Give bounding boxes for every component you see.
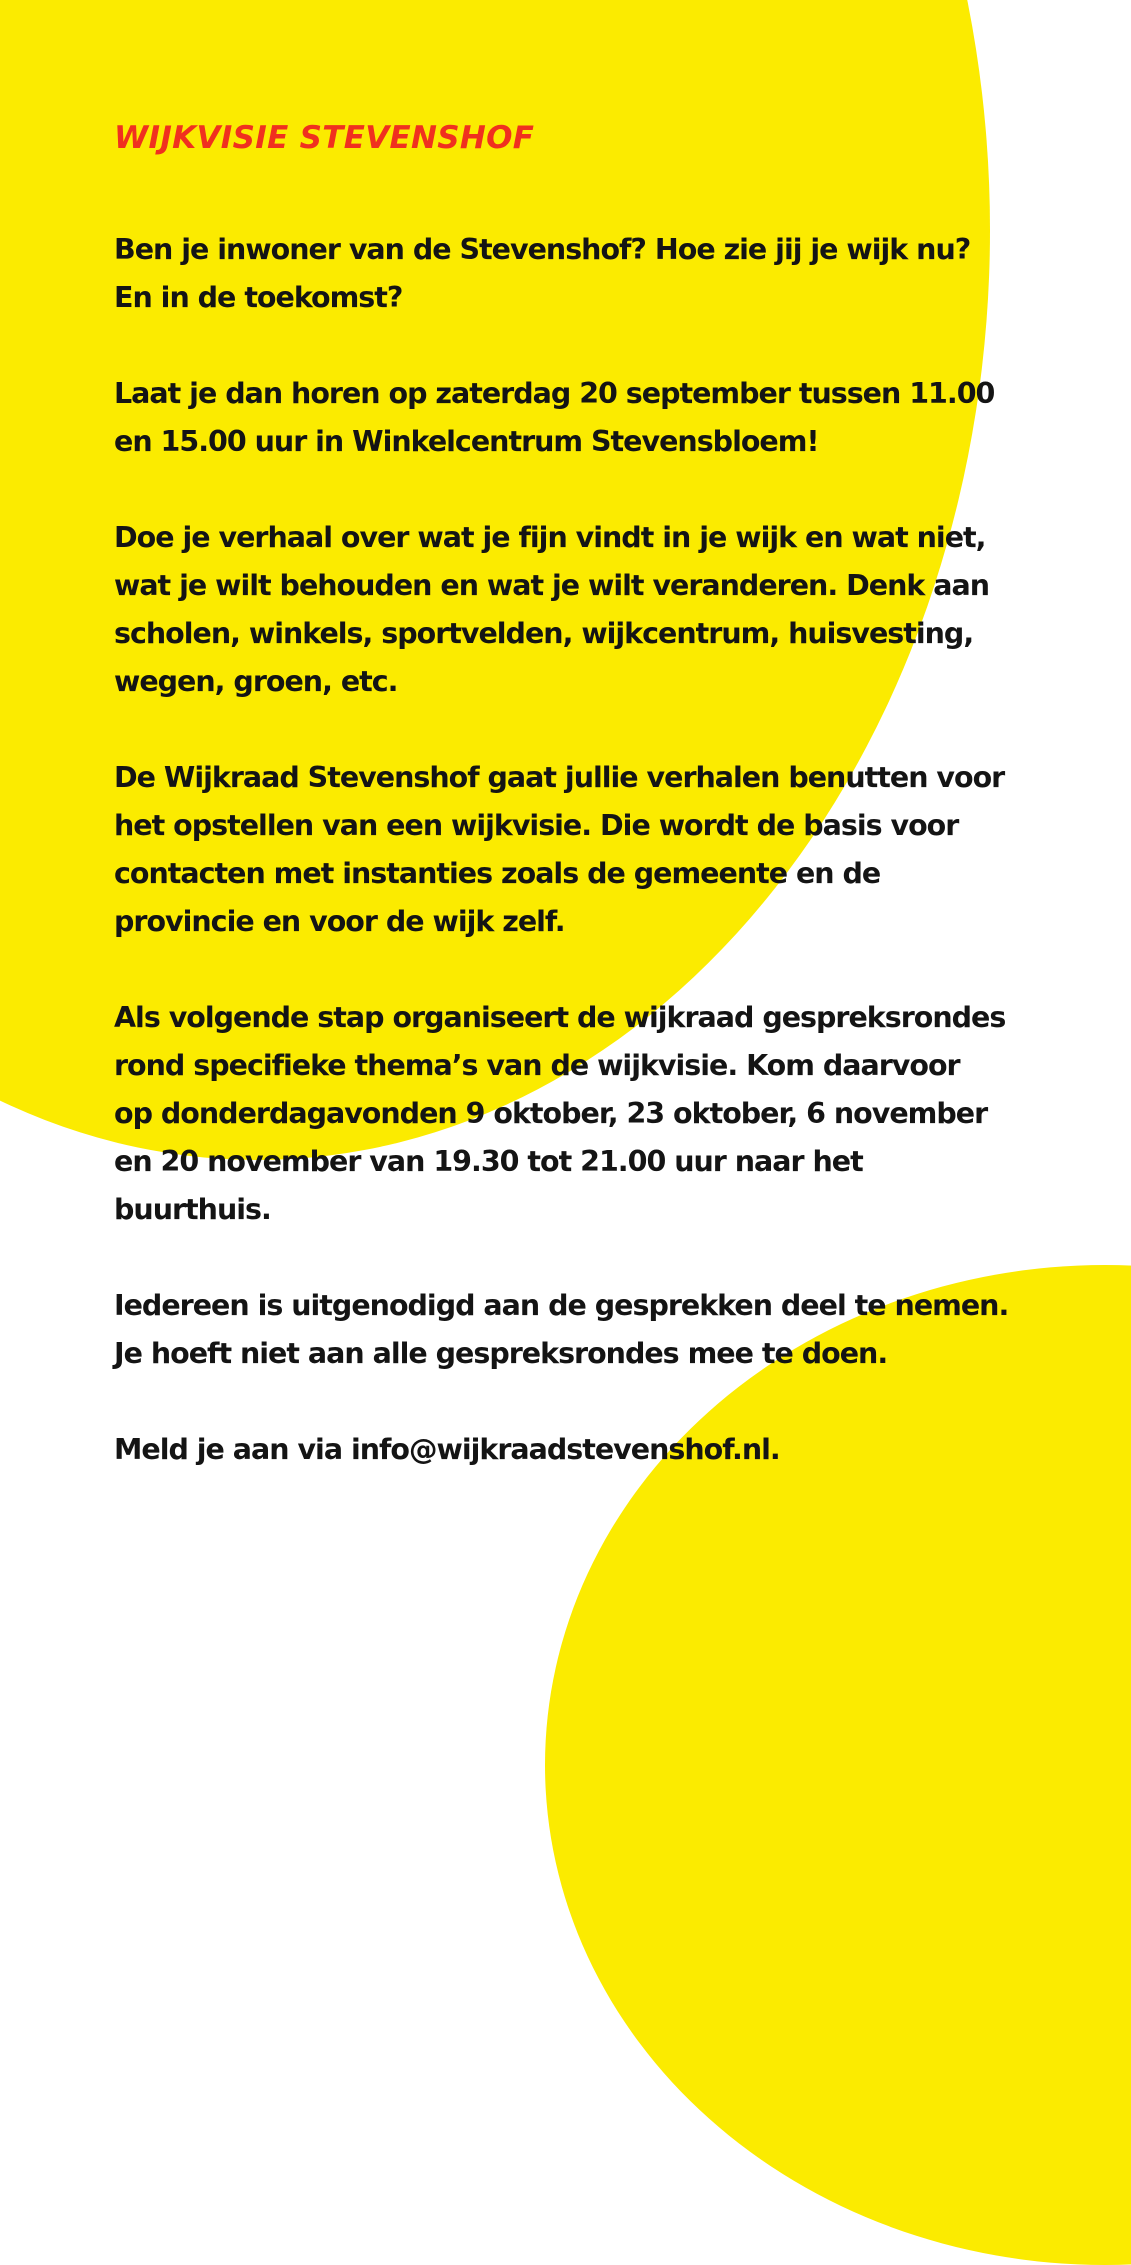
paragraph-next-steps: Als volgende stap organiseert de wijkraad gespreksrondes rond specifieke thema’s van de wijkvisie. Kom daarvoor op donderdagavonden 9 oktober, 23 oktober, 6 november en 20 november van 19.30 tot 21.00 uur naar het buurthuis. bbox=[114, 1001, 1006, 1226]
flyer-body bbox=[114, 226, 1114, 1474]
paragraph-wijkvisie-purpose: De Wijkraad Stevenshof gaat jullie verhalen benutten voor het opstellen van een wijkvisie. Die wordt de basis voor contacten met instanties zoals de gemeente en de provincie en voor de wijk zelf. bbox=[114, 761, 1005, 938]
paragraph-event-date: Laat je dan horen op zaterdag 20 september tussen 11.00 en 15.00 uur in Winkelcentrum Stevensbloem! bbox=[114, 377, 995, 458]
flyer-title: WIJKVISIE STEVENSHOF bbox=[114, 120, 535, 156]
paragraph-signup: Meld je aan via info@wijkraadstevenshof.nl. bbox=[114, 1433, 780, 1466]
paragraph-share-story: Doe je verhaal over wat je fijn vindt in je wijk en wat niet, wat je wilt behouden en wat je wilt veranderen. Denk aan scholen, winkels, sportvelden, wijkcentrum, huisvesting, wegen, groen, etc. bbox=[114, 521, 989, 698]
flyer-content bbox=[114, 118, 1114, 1522]
paragraph-intro: Ben je inwoner van de Stevenshof? Hoe zie jij je wijk nu? En in de toekomst? bbox=[114, 233, 971, 314]
paragraph-invitation: Iedereen is uitgenodigd aan de gesprekken deel te nemen. Je hoeft niet aan alle gespreksrondes mee te doen. bbox=[114, 1289, 1009, 1370]
